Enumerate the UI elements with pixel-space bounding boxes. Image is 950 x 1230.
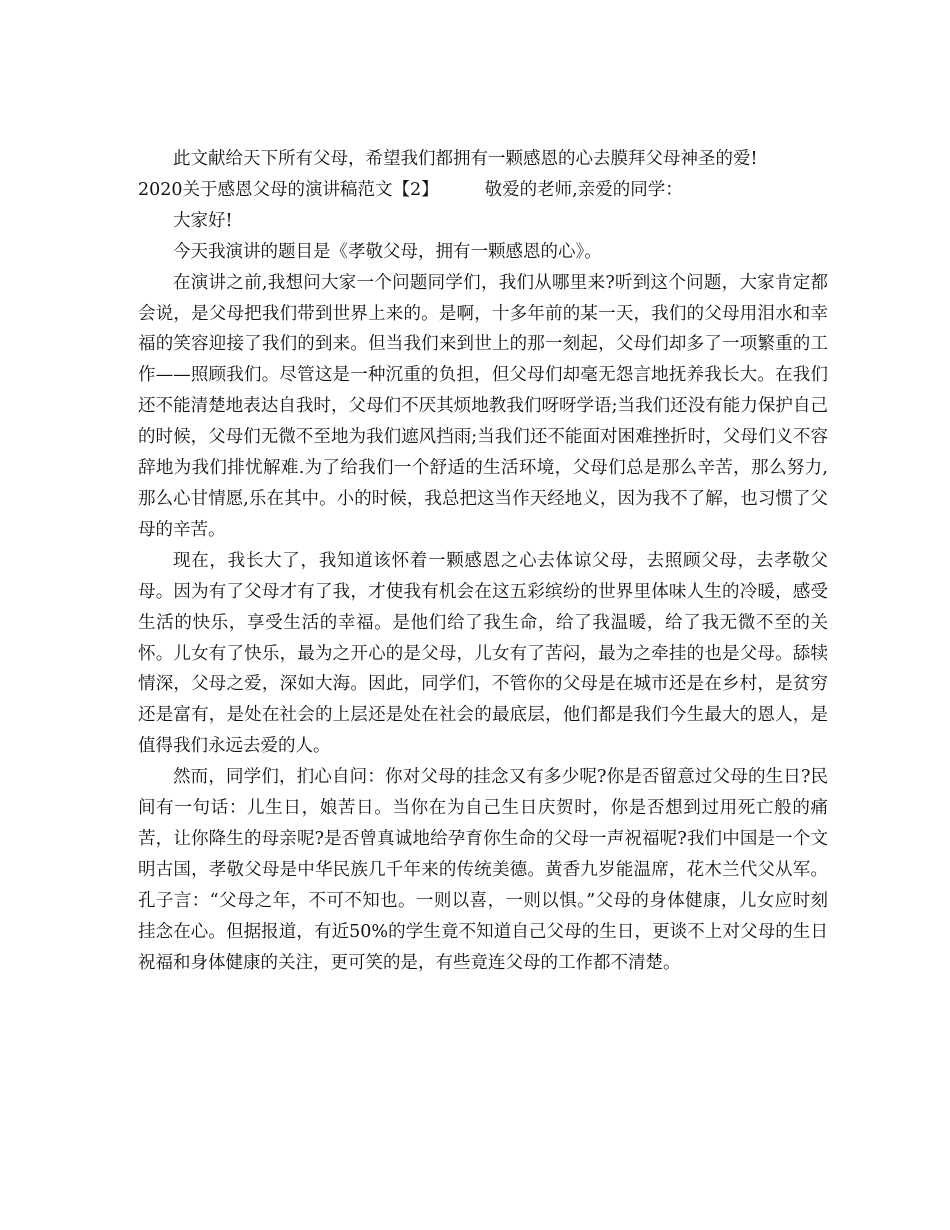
body-paragraph-1: 在演讲之前,我想问大家一个问题同学们，我们从哪里来?听到这个问题，大家肯定都会说，是父母把我们带到世界上来的。是啊，十多年前的某一天，我们的父母用泪水和幸福的笑容迎接了我们的到来。但当我们来到世上的那一刻起，父母们却多了一项繁重的工作——照顾我们。尽管这是一种沉重的负担，但父母们却毫无怨言地抚养我长大。在我们还不能清楚地表达自我时，父母们不厌其烦地教我们呀呀学语;当我们还没有能力保护自己的时候，父母们无微不至地为我们遮风挡雨;当我们还不能面对困难挫折时，父母们义不容辞地为我们排忧解难.为了给我们一个舒适的生活环境，父母们总是那么辛苦，那么努力,那么心甘情愿,乐在其中。小的时候，我总把这当作天经地义，因为我不了解，也习惯了父母的辛苦。 (138, 272, 828, 540)
greeting-paragraph: 大家好! (173, 210, 233, 231)
topic-paragraph: 今天我演讲的题目是《孝敬父母，拥有一颗感恩的心》。 (173, 241, 602, 262)
section-heading-line (138, 175, 828, 206)
body-paragraph-3: 然而，同学们，扪心自问：你对父母的挂念又有多少呢?你是否留意过父母的生日?民间有一句话：儿生日，娘苦日。当你在为自己生日庆贺时，你是否想到过用死亡般的痛苦，让你降生的母亲呢?是否曾真诚地给孕育你生命的父母一声祝福呢?我们中国是一个文明古国，孝敬父母是中华民族几千年来的传统美德。黄香九岁能温席，花木兰代父从军。孔子言：“父母之年，不可不知也。一则以喜，一则以惧。”父母的身体健康，儿女应时刻挂念在心。但据报道，有近50%的学生竟不知道自己父母的生日，更谈不上对父母的生日祝福和身体健康的关注，更可笑的是，有些竟连父母的工作都不清楚。 (138, 767, 828, 973)
document-body (138, 144, 828, 978)
body-paragraph-2: 现在，我长大了，我知道该怀着一颗感恩之心去体谅父母，去照顾父母，去孝敬父母。因为有了父母才有了我，才使我有机会在这五彩缤纷的世界里体味人生的冷暖，感受生活的快乐，享受生活的幸福。是他们给了我生命，给了我温暖，给了我无微不至的关怀。儿女有了快乐，最为之开心的是父母，儿女有了苦闷，最为之牵挂的也是父母。舔犊情深，父母之爱，深如大海。因此，同学们，不管你的父母是在城市还是在乡村，是贫穷还是富有，是处在社会的上层还是处在社会的最底层，他们都是我们今生最大的恩人，是值得我们永远去爱的人。 (138, 550, 828, 757)
section-title: 2020关于感恩父母的演讲稿范文【2】 (138, 179, 439, 200)
intro-paragraph: 此文献给天下所有父母，希望我们都拥有一颗感恩的心去膜拜父母神圣的爱! (173, 149, 758, 169)
salutation: 敬爱的老师,亲爱的同学： (484, 179, 683, 200)
